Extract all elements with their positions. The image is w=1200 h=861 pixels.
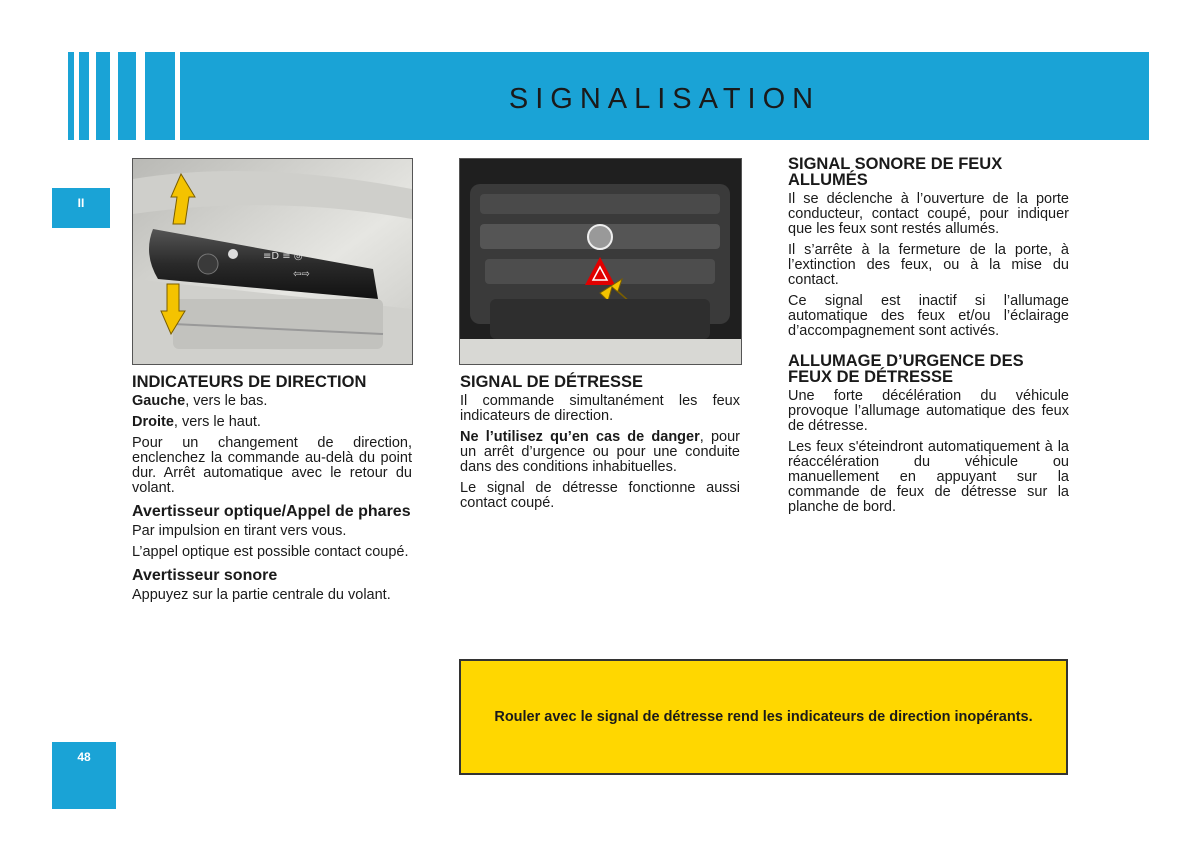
stalk-photo (132, 158, 413, 365)
para-eteindront: Les feux s'éteindront automatiquement à la réaccélération du véhicule ou manuellement en appuyant sur la commande de feux de détresse sur la planche de bord. (788, 439, 1069, 515)
para-appuyez: Appuyez sur la partie centrale du volant. (132, 587, 391, 603)
para-fonctionne: Le signal de détresse fonctionne aussi contact coupé. (460, 480, 740, 511)
para-appel-optique: L’appel optique est possible contact coupé. (132, 544, 409, 560)
page-number-tab (52, 742, 116, 809)
warning-box (459, 659, 1068, 775)
para-forte-deceleration: Une forte décélération du véhicule provoque l’allumage automatique des feux de détresse. (788, 388, 1069, 434)
label-gauche: Gauche (132, 393, 186, 409)
page-title: SIGNALISATION (508, 82, 821, 115)
stalk-illustration (133, 159, 412, 364)
para-droite: Droite, vers le haut. (132, 414, 261, 430)
page-number: 48 (77, 750, 91, 764)
chapter-tab (52, 188, 110, 228)
para-impulsion: Par impulsion en tirant vers vous. (132, 523, 347, 539)
column-signal-sonore (788, 156, 1069, 521)
para-inactif: Ce signal est inactif si l’allumage automatique des feux et/ou l’éclairage d’accompagnement sont activés. (788, 293, 1069, 339)
heading-avertisseur-sonore: Avertisseur sonore (132, 567, 278, 584)
column-indicateurs (132, 374, 412, 609)
header-band (180, 52, 1149, 140)
para-gauche: Gauche, vers le bas. (132, 393, 268, 409)
column-detresse (460, 374, 740, 517)
warning-text: Rouler avec le signal de détresse rend les indicateurs de direction inopérants. (494, 709, 1033, 725)
heading-indicateurs: INDICATEURS DE DIRECTION (132, 373, 367, 391)
heading-signal-sonore: SIGNAL SONORE DE FEUX ALLUMÉS (788, 155, 1003, 189)
chapter-label: II (77, 196, 85, 210)
para-commande: Il commande simultanément les feux indicateurs de direction. (460, 393, 740, 424)
console-illustration (460, 159, 741, 364)
label-droite: Droite (132, 414, 174, 430)
svg-text:⇦⇨: ⇦⇨ (293, 269, 310, 280)
svg-text:≡D ≡ ◎: ≡D ≡ ◎ (263, 251, 303, 262)
heading-signal-detresse: SIGNAL DE DÉTRESSE (460, 373, 644, 391)
hazard-console-photo (459, 158, 742, 365)
para-arrete: Il s’arrête à la fermeture de la porte, à l’extinction des feux, ou à la mise du contact. (788, 242, 1069, 288)
para-ne-utilisez: Ne l’utilisez qu’en cas de danger, pour un arrêt d’urgence ou pour une conduite dans des conditions inhabituelles. (460, 429, 740, 475)
heading-allumage-urgence: ALLUMAGE D’URGENCE DES FEUX DE DÉTRESSE (788, 352, 1024, 386)
heading-avertisseur-optique: Avertisseur optique/Appel de phares (132, 503, 411, 520)
para-changement: Pour un changement de direction, enclenchez la commande au-delà du point dur. Arrêt automatique avec le retour du volant. (132, 435, 412, 496)
para-declenche: Il se déclenche à l’ouverture de la porte conducteur, contact coupé, pour indiquer que les feux sont restés allumés. (788, 191, 1069, 237)
